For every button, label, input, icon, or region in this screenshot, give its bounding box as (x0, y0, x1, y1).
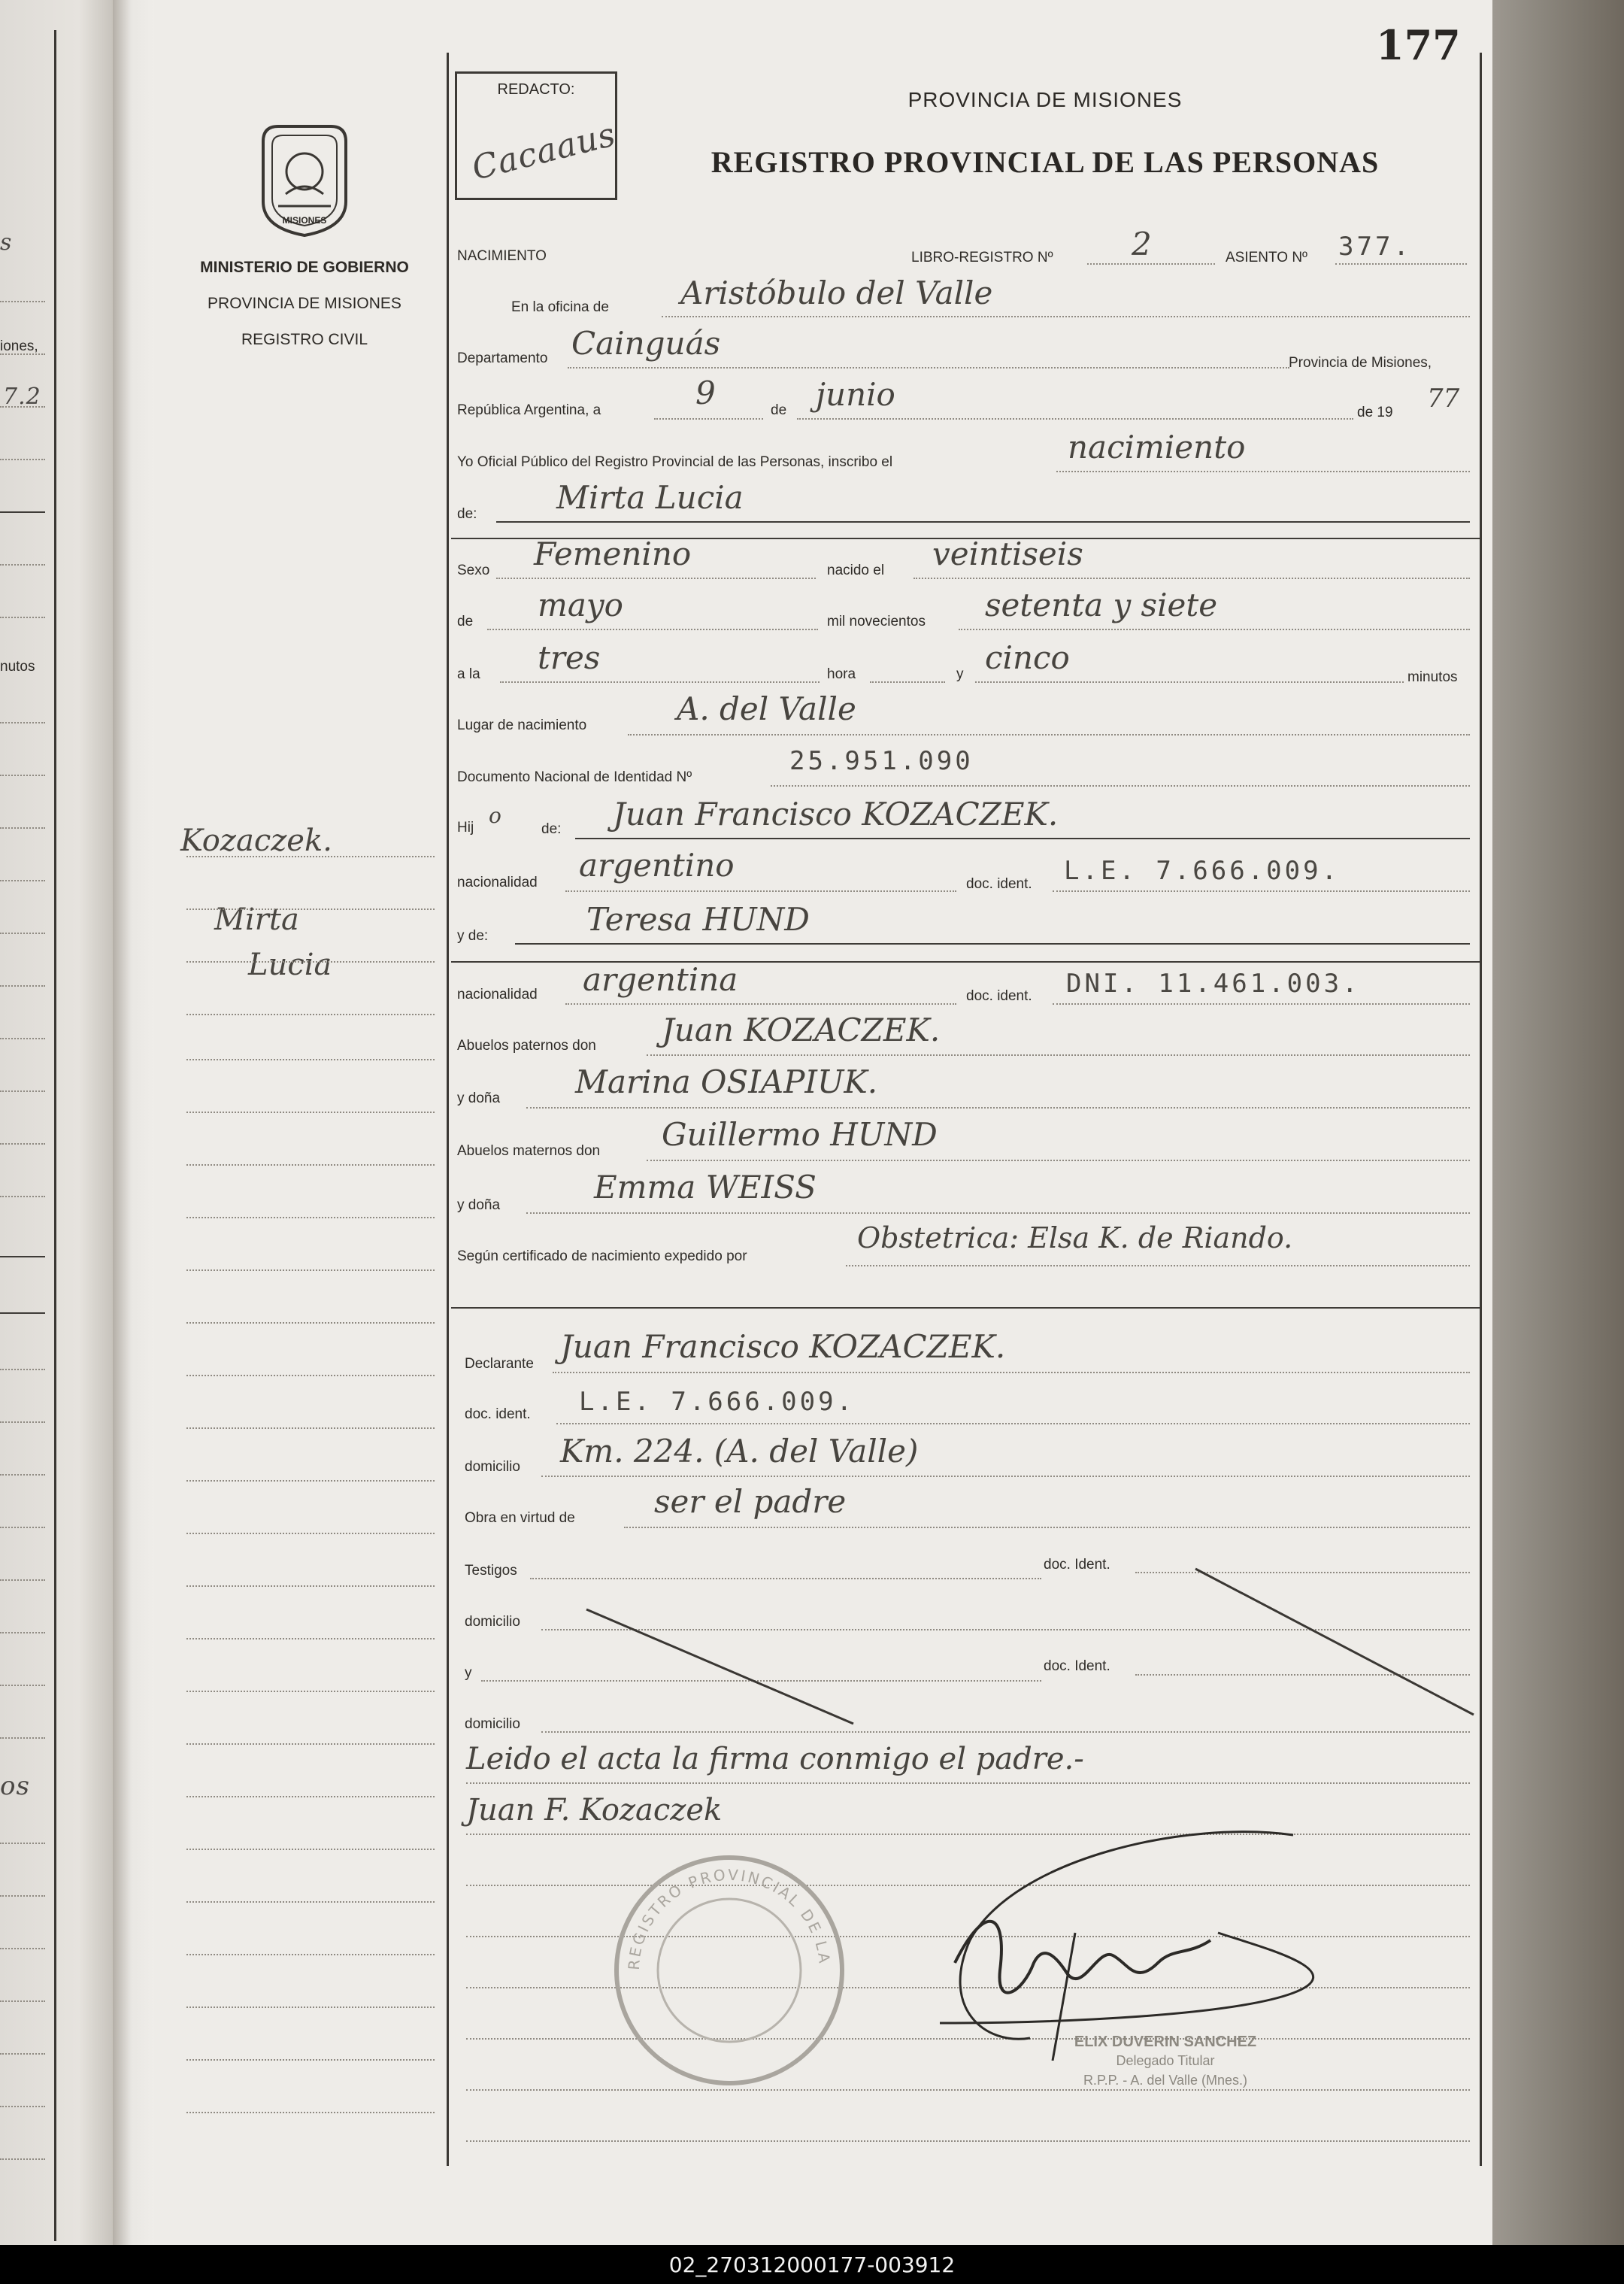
left-fragment: os (0, 1771, 30, 1801)
declarante-doc-value: L.E. 7.666.009. (579, 1387, 856, 1417)
right-border-rule (1480, 53, 1482, 2166)
testigo2-doc-label: doc. Ident. (1044, 1658, 1110, 1674)
hijo-suffix: o (489, 803, 501, 828)
dni-value: 25.951.090 (789, 746, 974, 776)
sexo-label: Sexo (457, 563, 490, 578)
official-signature-icon (872, 1812, 1353, 2061)
obra-value: ser el padre (654, 1483, 847, 1520)
lugar-label: Lugar de nacimiento (457, 717, 587, 733)
section-label: NACIMIENTO (457, 248, 547, 264)
mil-label: mil novecientos (827, 614, 926, 629)
hora-value: tres (538, 639, 601, 676)
year-value: 77 (1427, 384, 1460, 414)
provincia-label: Provincia de Misiones, (1289, 355, 1432, 371)
libro-value: 2 (1132, 226, 1152, 262)
ministry-name: MINISTERIO DE GOBIERNO (200, 259, 409, 276)
left-fragment: s (0, 229, 13, 256)
month-value: junio (816, 376, 895, 413)
republica-label: República Argentina, a (457, 402, 601, 418)
y-de-label: y de: (457, 928, 489, 944)
margin-first-name: Mirta (214, 902, 299, 937)
left-page-rule (54, 30, 56, 2241)
father-name-value: Juan Francisco KOZACZEK. (613, 796, 1059, 833)
minutos-label: minutos (1407, 669, 1458, 685)
nacionalidad-father-value: argentino (579, 847, 735, 884)
redacto-box (455, 71, 620, 200)
y-dona-paternal-label: y doña (457, 1090, 501, 1106)
closing-line-2: Juan F. Kozaczek (466, 1793, 723, 1828)
declarante-domicilio-value: Km. 224. (A. del Valle) (560, 1433, 919, 1470)
de-label: de (771, 402, 787, 418)
obra-label: Obra en virtud de (465, 1510, 575, 1526)
left-fragment: 7.2 (3, 384, 41, 410)
closing-line-1: Leido el acta la firma conmigo el padre.- (466, 1742, 1084, 1776)
seal-text: MISIONES (282, 215, 327, 226)
testigo2-domicilio-label: domicilio (465, 1716, 520, 1732)
minutos-value: cinco (985, 639, 1070, 676)
official-name: ELIX DUVERIN SANCHEZ (1074, 2034, 1257, 2050)
abuelos-maternos-label: Abuelos maternos don (457, 1143, 601, 1159)
nacionalidad-mother-value: argentina (583, 961, 738, 998)
child-name-value: Mirta Lucia (556, 479, 744, 516)
asiento-label: ASIENTO Nº (1226, 250, 1307, 265)
doc-mother-value: DNI. 11.461.003. (1066, 969, 1361, 999)
stamp-arc-text: REGISTRO PROVINCIAL DE LA (624, 1865, 834, 1971)
testigo1-doc-label: doc. Ident. (1044, 1557, 1110, 1573)
abuelos-maternos-value: Guillermo HUND (662, 1116, 938, 1153)
ala-label: a la (457, 666, 480, 682)
nacido-label: nacido el (827, 563, 885, 578)
book-gutter (113, 0, 154, 2245)
registry-title: REGISTRO PROVINCIAL DE LAS PERSONAS (710, 145, 1380, 179)
left-fragment: nutos (0, 659, 35, 675)
image-footer (0, 2245, 1624, 2284)
year-label: de 19 (1357, 405, 1393, 420)
hijo-de-label: de: (541, 821, 562, 837)
asiento-value: 377. (1338, 232, 1412, 262)
margin-second-name: Lucia (248, 948, 332, 982)
doc-mother-label: doc. ident. (966, 988, 1032, 1004)
margin-column-rule (447, 53, 449, 2166)
ministry-province: PROVINCIA DE MISIONES (208, 295, 401, 312)
certificado-value: Obstetrica: Elsa K. de Riando. (857, 1221, 1293, 1254)
de-name-label: de: (457, 506, 477, 522)
abuelos-paternos-label: Abuelos paternos don (457, 1038, 596, 1054)
doc-father-label: doc. ident. (966, 876, 1032, 892)
official-place: R.P.P. - A. del Valle (Mnes.) (1083, 2073, 1248, 2088)
nacido-value: veintiseis (932, 535, 1083, 572)
left-fragment: iones, (0, 338, 38, 354)
oficial-label: Yo Oficial Público del Registro Provincial de las Personas, inscribo el (457, 454, 893, 470)
declarante-value: Juan Francisco KOZACZEK. (560, 1328, 1006, 1365)
dni-label: Documento Nacional de Identidad Nº (457, 769, 692, 785)
day-value: 9 (695, 375, 716, 411)
testigo1-domicilio-label: domicilio (465, 1614, 520, 1630)
mil-value: setenta y siete (985, 587, 1218, 623)
redacto-signature: Cacaaus (468, 115, 620, 188)
sexo-value: Femenino (534, 535, 692, 572)
left-page-content (0, 0, 113, 2245)
province-heading: PROVINCIA DE MISIONES (907, 88, 1183, 111)
y-label: y (956, 666, 964, 682)
lugar-value: A. del Valle (677, 690, 856, 727)
oficina-label: En la oficina de (511, 299, 609, 315)
testigos-label: Testigos (465, 1563, 517, 1579)
registry-round-stamp (609, 1850, 850, 2091)
margin-ruled-lines (186, 0, 435, 2245)
oficial-value: nacimiento (1068, 429, 1246, 466)
y-dona-maternal-label: y doña (457, 1197, 501, 1213)
hijo-label: Hij (457, 820, 474, 836)
testigo-y-label: y (465, 1665, 472, 1681)
mother-name-value: Teresa HUND (586, 901, 810, 938)
hora-label: hora (827, 666, 856, 682)
oficina-value: Aristóbulo del Valle (680, 275, 993, 311)
departamento-label: Departamento (457, 350, 548, 366)
page-stack-edge (1492, 0, 1624, 2245)
redacto-label: REDACTO: (497, 81, 575, 98)
ministry-registro-civil: REGISTRO CIVIL (241, 331, 368, 348)
abuelos-paternos-value: Juan KOZACZEK. (662, 1012, 941, 1048)
declarante-domicilio-label: domicilio (465, 1459, 520, 1475)
departamento-value: Cainguás (571, 325, 721, 362)
cancel-strokes (451, 1564, 1480, 1752)
declarante-label: Declarante (465, 1356, 534, 1372)
abuela-paterna-value: Marina OSIAPIUK. (575, 1063, 878, 1100)
svg-text:REGISTRO PROVINCIAL DE LAS PER (609, 1850, 834, 1970)
birth-month-value: mayo (538, 587, 623, 623)
page-number: 177 (1376, 21, 1461, 69)
declarante-doc-label: doc. ident. (465, 1406, 531, 1422)
footer-code: 02_270312000177-003912 (668, 2252, 956, 2277)
nacionalidad-mother-label: nacionalidad (457, 987, 538, 1002)
libro-label: LIBRO-REGISTRO Nº (911, 250, 1053, 265)
nacionalidad-father-label: nacionalidad (457, 875, 538, 890)
official-role: Delegado Titular (1116, 2053, 1215, 2068)
abuela-materna-value: Emma WEISS (594, 1169, 817, 1206)
certificado-label: Según certificado de nacimiento expedido por (457, 1248, 747, 1264)
de-month-label: de (457, 614, 474, 629)
doc-father-value: L.E. 7.666.009. (1064, 856, 1341, 886)
margin-surname: Kozaczek. (180, 824, 332, 858)
